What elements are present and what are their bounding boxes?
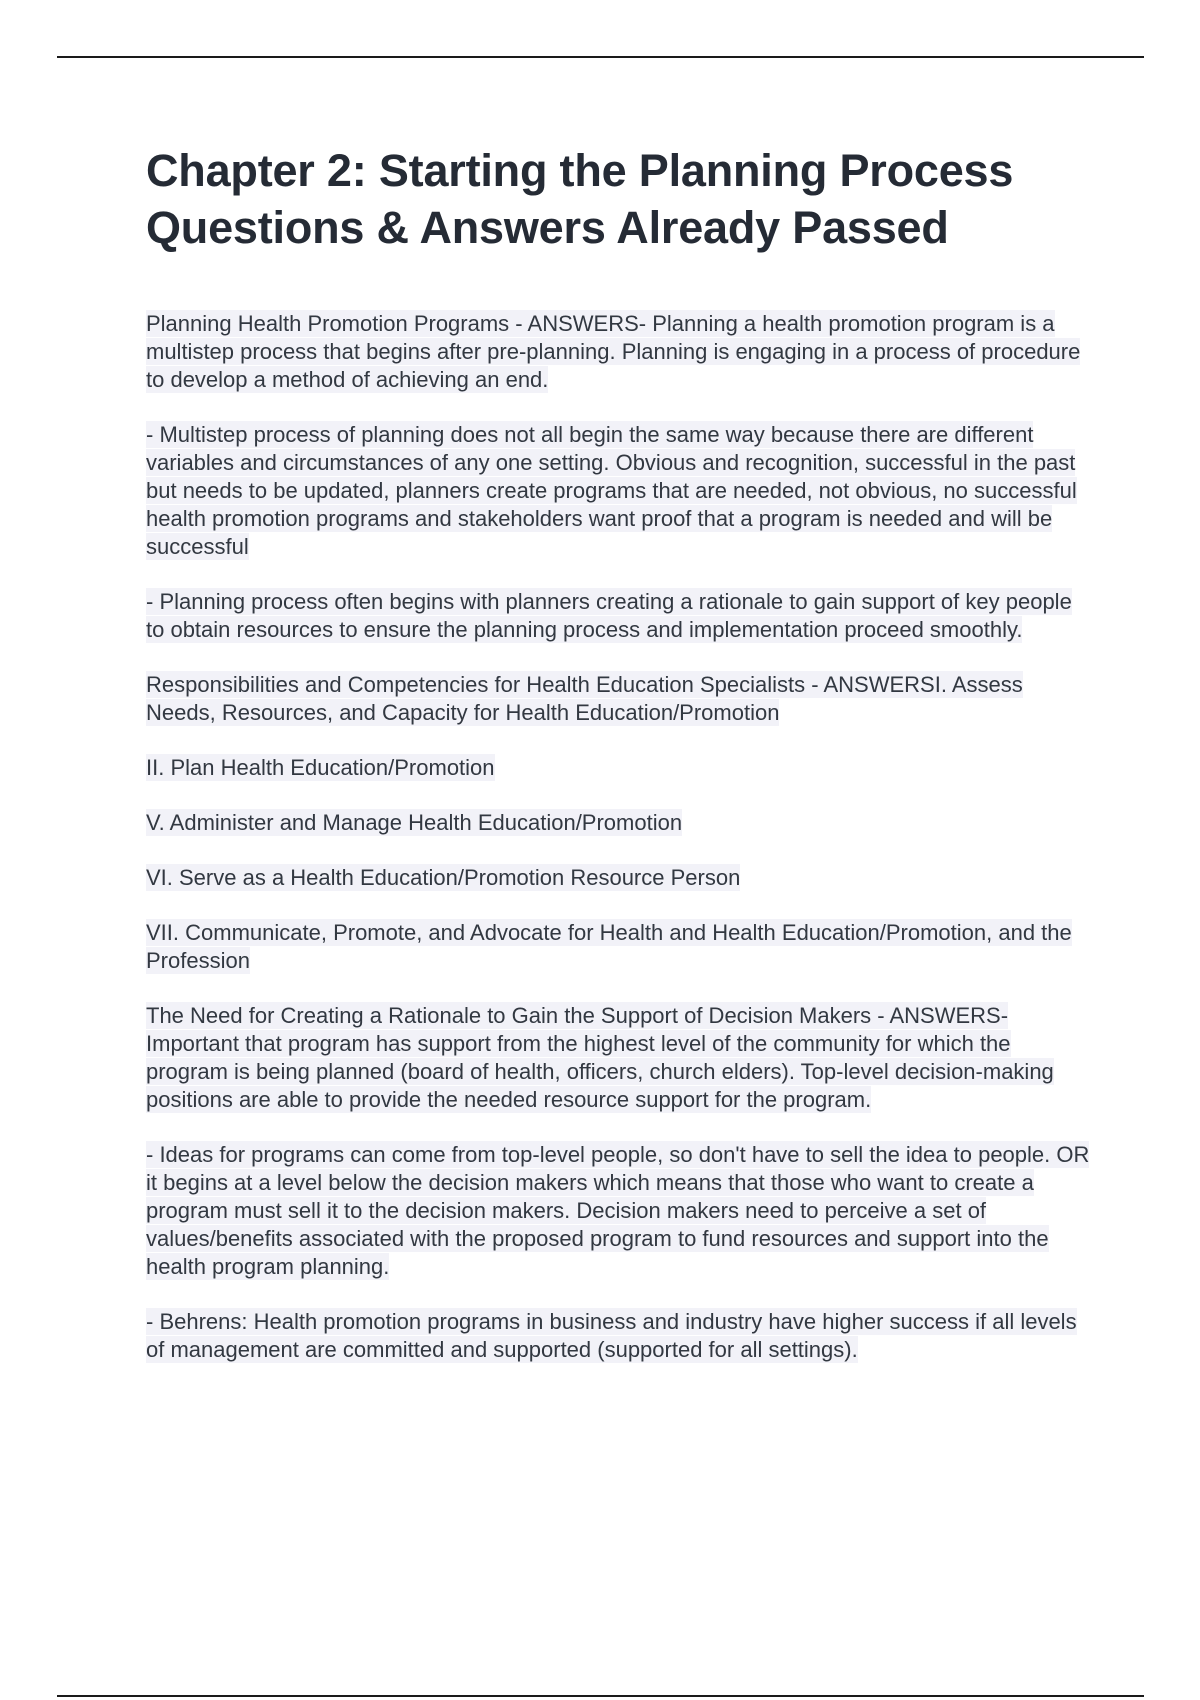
paragraph-text: - Behrens: Health promotion programs in business and industry have higher success if all levels of management are committed and supported (supported for all settings). [146, 1309, 1077, 1362]
paragraph-text: V. Administer and Manage Health Education/Promotion [146, 810, 683, 835]
top-rule [57, 56, 1144, 58]
paragraph [146, 588, 1096, 644]
paragraph-text: VI. Serve as a Health Education/Promotion Resource Person [146, 865, 741, 890]
paragraph [146, 919, 1096, 975]
paragraph [146, 671, 1096, 727]
paragraph-text: VII. Communicate, Promote, and Advocate for Health and Health Education/Promotion, and the Profession [146, 920, 1072, 973]
paragraph-text: - Ideas for programs can come from top-level people, so don't have to sell the idea to people. OR it begins at a level below the decision makers which means that those who want to create a program must sell it to the decision makers. Decision makers need to perceive a set of values/benefits associated with the proposed program to fund resources and support into the health program planning. [146, 1142, 1090, 1279]
paragraph [146, 310, 1096, 394]
paragraph [146, 421, 1096, 561]
paragraph-text: - Multistep process of planning does not all begin the same way because there are different variables and circumstances of any one setting. Obvious and recognition, successful in the past but needs to be updated, planners create programs that are needed, not obvious, no successful health promotion programs and stakeholders want proof that a program is needed and will be successful [146, 422, 1077, 559]
paragraph [146, 1308, 1096, 1364]
bottom-rule [57, 1695, 1144, 1697]
paragraph [146, 864, 1096, 892]
paragraph [146, 1002, 1096, 1114]
paragraph [146, 754, 1096, 782]
paragraph [146, 809, 1096, 837]
document-title: Chapter 2: Starting the Planning Process Questions & Answers Already Passed [146, 145, 1014, 253]
paragraph-text: - Planning process often begins with planners creating a rationale to gain support of key people to obtain resources to ensure the planning process and implementation proceed smoothly. [146, 589, 1072, 642]
document-body [146, 142, 1096, 1391]
paragraph-text: II. Plan Health Education/Promotion [146, 755, 495, 780]
paragraph-text: The Need for Creating a Rationale to Gain the Support of Decision Makers - ANSWERS- Important that program has support from the highest level of the community for which the program is being planned (board of health, officers, church elders). Top-level decision-making positions are able to provide the needed resource support for the program. [146, 1003, 1054, 1112]
paragraph-text: Responsibilities and Competencies for Health Education Specialists - ANSWERSI. Assess Needs, Resources, and Capacity for Health Education/Promotion [146, 672, 1023, 725]
paragraph [146, 1141, 1096, 1281]
paragraph-text: Planning Health Promotion Programs - ANSWERS- Planning a health promotion program is a multistep process that begins after pre-planning. Planning is engaging in a process of procedure to develop a method of achieving an end. [146, 311, 1081, 392]
